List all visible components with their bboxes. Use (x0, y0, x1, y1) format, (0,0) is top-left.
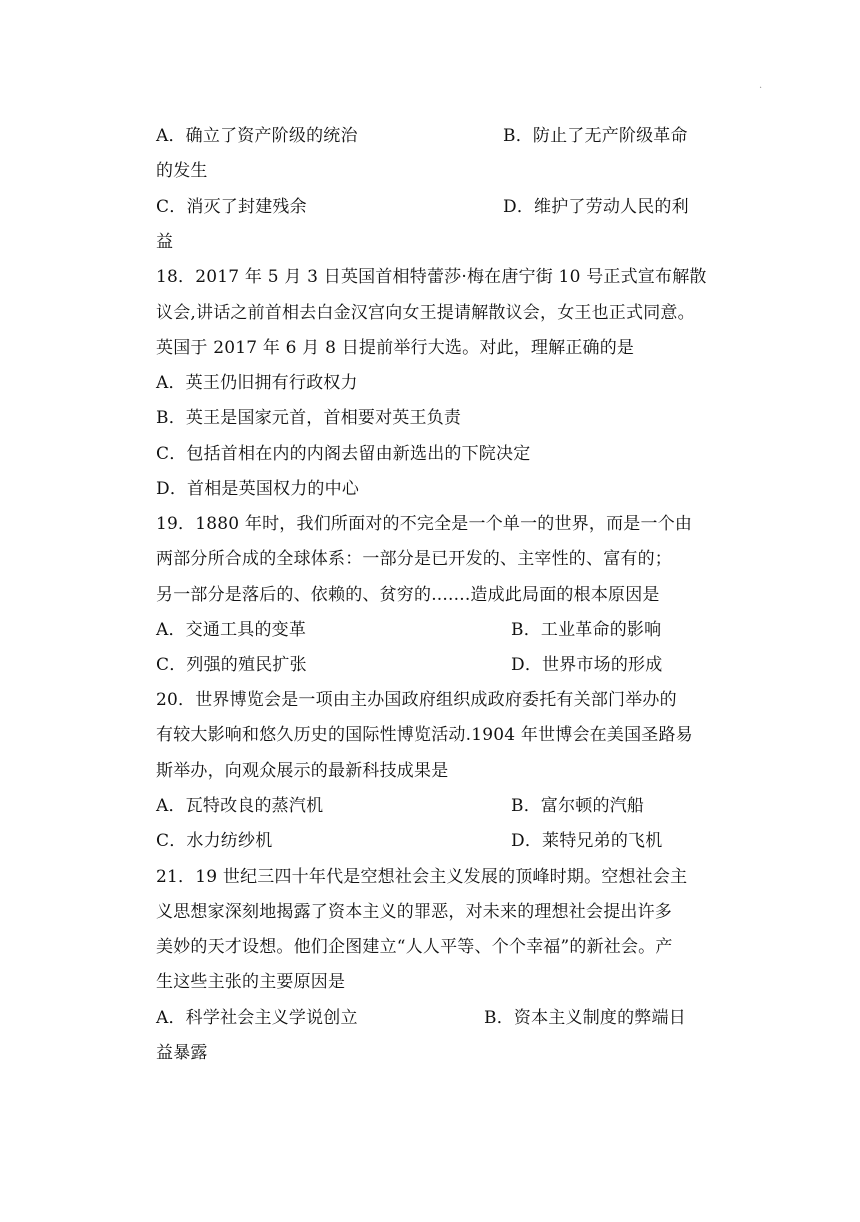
q21-stem-line-1: 21．19 世纪三四十年代是空想社会主义发展的顶峰时期。空想社会主 (156, 867, 688, 887)
q20-option-d: D．莱特兄弟的飞机 (511, 831, 663, 851)
q18-stem-line-2: 议会,讲话之前首相去白金汉宫向女王提请解散议会，女王也正式同意。 (156, 303, 695, 323)
q17-option-c: C．消灭了封建残余 (156, 197, 307, 217)
q19-option-a: A．交通工具的变革 (156, 620, 307, 640)
q18-stem-line-3: 英国于 2017 年 6 月 8 日提前举行大选。对此，理解正确的是 (156, 338, 635, 358)
q21-stem-line-3: 美妙的天才设想。他们企图建立“人人平等、个个幸福”的新社会。产 (156, 937, 673, 957)
q21-stem-line-4: 生这些主张的主要原因是 (156, 972, 346, 992)
q18-option-a: A．英王仍旧拥有行政权力 (156, 373, 358, 393)
corner-mark: . (759, 80, 763, 91)
q21-option-b-continued: 益暴露 (156, 1043, 208, 1063)
q18-option-d: D．首相是英国权力的中心 (156, 479, 360, 499)
q18-stem-line-1: 18．2017 年 5 月 3 日英国首相特蕾莎·梅在唐宁街 10 号正式宣布解散 (156, 267, 707, 287)
q19-option-d: D．世界市场的形成 (511, 655, 663, 675)
q18-option-c: C．包括首相在内的内阁去留由新选出的下院决定 (156, 444, 531, 464)
q18-option-b: B．英王是国家元首，首相要对英王负责 (156, 408, 462, 428)
q21-option-a: A．科学社会主义学说创立 (156, 1008, 358, 1028)
q20-option-b: B．富尔顿的汽船 (511, 796, 645, 816)
q21-stem-line-2: 义思想家深刻地揭露了资本主义的罪恶，对未来的理想社会提出许多 (156, 902, 672, 922)
q19-option-b: B．工业革命的影响 (511, 620, 662, 640)
q17-option-b-continued: 的发生 (156, 161, 208, 181)
q17-option-b: B．防止了无产阶级革命 (503, 126, 688, 146)
q17-option-d-continued: 益 (156, 232, 174, 252)
q19-stem-line-2: 两部分所合成的全球体系：一部分是已开发的、主宰性的、富有的； (156, 549, 672, 569)
q20-stem-line-1: 20．世界博览会是一项由主办国政府组织成政府委托有关部门举办的 (156, 690, 677, 710)
q17-option-a: A．确立了资产阶级的统治 (156, 126, 358, 146)
q19-stem-line-1: 19．1880 年时，我们所面对的不完全是一个单一的世界，而是一个由 (156, 514, 693, 534)
q20-stem-line-3: 斯举办，向观众展示的最新科技成果是 (156, 761, 449, 781)
q20-stem-line-2: 有较大影响和悠久历史的国际性博览活动.1904 年世博会在美国圣路易 (156, 725, 693, 745)
q19-option-c: C．列强的殖民扩张 (156, 655, 307, 675)
q20-option-a: A．瓦特改良的蒸汽机 (156, 796, 324, 816)
q19-stem-line-3: 另一部分是落后的、依赖的、贫穷的.......造成此局面的根本原因是 (156, 585, 660, 605)
q20-option-c: C．水力纺纱机 (156, 831, 273, 851)
q17-option-d: D．维护了劳动人民的利 (503, 197, 689, 217)
q21-option-b: B．资本主义制度的弊端日 (484, 1008, 686, 1028)
